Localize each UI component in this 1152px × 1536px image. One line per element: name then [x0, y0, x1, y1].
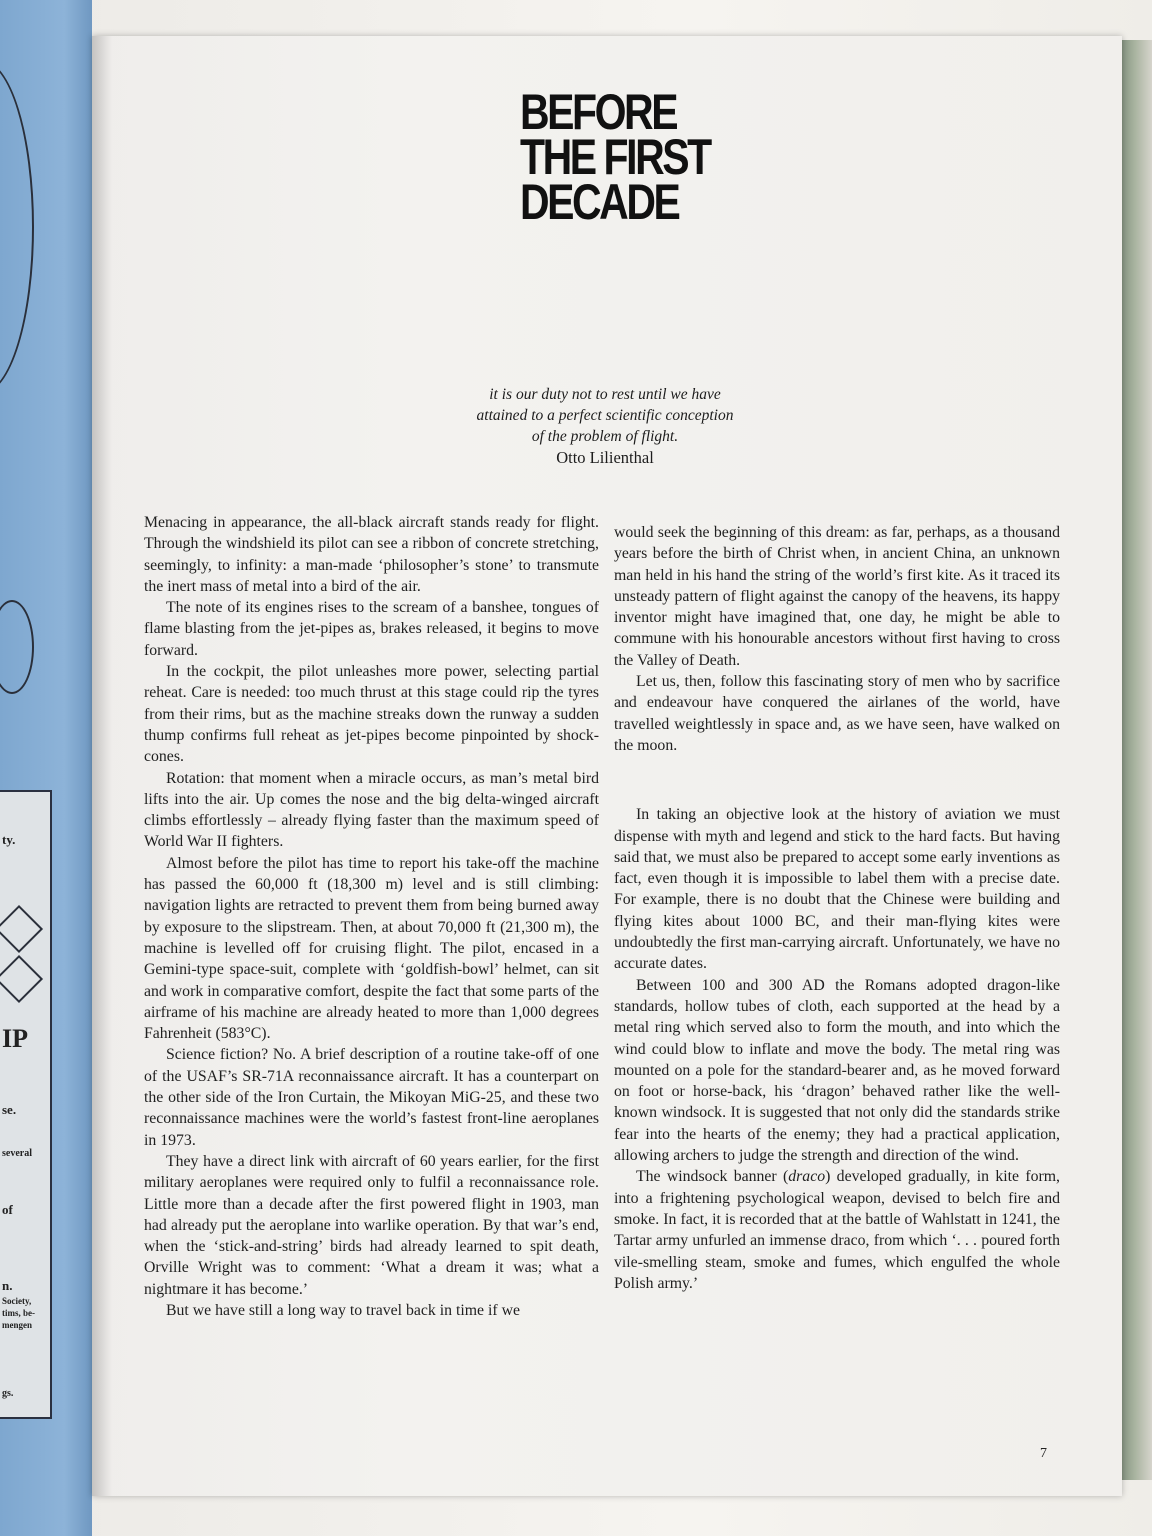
- page-number: 7: [1040, 1446, 1047, 1461]
- epigraph: [440, 384, 770, 468]
- spine-shadow: [92, 36, 112, 1496]
- title-line: DECADE: [520, 174, 679, 230]
- draco-paragraph: [614, 1166, 1060, 1294]
- paragraph: In the cockpit, the pilot unleashes more power, selecting partial reheat. Care is needed: too much thrust at this stage could rip the tyres from their rims, but as the machine streaks down the runway a sudden thump confirms full reheat as jet-pipes become pinpointed by shock-cones.: [144, 663, 599, 766]
- section-two: [614, 804, 1060, 1294]
- text-run: The windsock banner (: [636, 1168, 789, 1186]
- facing-snippet: gs.: [2, 1388, 14, 1399]
- chapter-title: [520, 84, 710, 230]
- paragraph: Let us, then, follow this fascinating story of men who by sacrifice and endeavour have conquered the airlanes of the world, have travelled weightlessly in space and, as we have seen, have walked on the moon.: [614, 673, 1060, 754]
- epigraph-line: of the problem of flight.: [531, 428, 679, 445]
- paragraph: In taking an objective look at the history of aviation we must dispense with myth and legend and stick to the hard facts. But having said that, we must also be prepared to accept some early inventions as fact, even though it is impossible to label them with a precise date. For example, there is no doubt that the Chinese were building and flying kites about 1000 BC, and their man-flying kites were undoubtedly the first man-carrying aircraft. Unfortunately, we have no accurate dates.: [614, 806, 1060, 973]
- paragraph: Between 100 and 300 AD the Romans adopted dragon-like standards, hollow tubes of cloth, each supported at the head by a metal ring which served also to form the mouth, and into which the wind could blow to inflate and move the body. The metal ring was mounted on a pole for the standard-bearer and, as he moved forward on foot or horse-back, his ‘dragon’ behaved rather like the well-known windsock. It is suggested that not only did the standards strike fear into the hearts of the enemy; they had a practical application, allowing archers to judge the strength and direction of the wind.: [614, 976, 1060, 1165]
- facing-snippet: ty.: [2, 832, 16, 847]
- globe-illustration: [0, 60, 34, 394]
- kite-diagram-icon: [0, 905, 43, 953]
- paragraph: Rotation: that moment when a miracle occurs, as man’s metal bird lifts into the air. Up comes the nose and the big delta-winged aircraft climbs effortlessly – already flying faster than the maximum speed of World War II fighters.: [144, 769, 599, 851]
- title-line: THE FIRST: [520, 129, 710, 185]
- right-text-column: [614, 522, 1060, 1294]
- facing-snippet: IP: [2, 1024, 28, 1053]
- facing-snippet: of: [2, 1202, 13, 1217]
- facing-snippet: mengen: [2, 1320, 32, 1330]
- facing-snippet: several: [2, 1148, 32, 1159]
- kite-diagram-icon: [0, 955, 43, 1003]
- facing-snippet: n.: [2, 1278, 13, 1293]
- italic-term: draco: [788, 1168, 826, 1186]
- facing-snippet: Society,: [2, 1296, 32, 1306]
- paragraph: But we have still a long way to travel back in time if we: [166, 1301, 521, 1319]
- facing-page: [0, 0, 92, 1536]
- facing-snippet: se.: [2, 1102, 17, 1117]
- paragraph: Menacing in appearance, the all-black aircraft stands ready for flight. Through the windshield its pilot can see a ribbon of concrete stretching, seemingly, to infinity: a man-made ‘philosopher’s stone’ to transmute the inert mass of metal into a bird of the air.: [144, 514, 599, 595]
- title-line: BEFORE: [520, 84, 677, 140]
- book-cover-edge-right: [1118, 40, 1152, 1480]
- paragraph: They have a direct link with aircraft of 60 years earlier, for the first military aeroplanes were required only to fulfil a reconnaissance role. Little more than a decade after the first powered flight in 1903, man had already put the aeroplane into warlike operation. By that war’s end, when the ‘stick-and-string’ birds had already learned to spit death, Orville Wright was to comment: ‘What a dream it was; what a nightmare it has become.’: [144, 1152, 599, 1298]
- facing-page-text-box: [0, 790, 52, 1419]
- left-text-column: [144, 512, 599, 1321]
- epigraph-author: Otto Lilienthal: [556, 448, 654, 467]
- paragraph: Science fiction? No. A brief description of a routine take-off of one of the USAF’s SR-71A reconnaissance aircraft. It has a counterpart on the other side of the Iron Curtain, the Mikoyan MiG-25, and these two reconnaissance machines were the world’s fastest front-line aeroplanes in 1973.: [144, 1046, 599, 1149]
- paragraph: Almost before the pilot has time to report his take-off the machine has passed the 60,000 ft (18,300 m) level and is still climbing: navigation lights are retracted to prevent them from being burned away by exposure to the slipstream. Then, at about 70,000 ft (21,300 m), the machine is levelled off for cruising flight. The pilot, encased in a Gemini-type space-suit, complete with ‘goldfish-bowl’ helmet, can sit and work in comparative comfort, despite the fact that some parts of the airframe of his machine are already heated to more than 1,000 degrees Fahrenheit (583°C).: [144, 854, 599, 1043]
- epigraph-line: attained to a perfect scientific conception: [476, 407, 734, 424]
- facing-snippet: tims, be-: [2, 1308, 35, 1318]
- paragraph: The note of its engines rises to the scream of a banshee, tongues of flame blasting from the jet-pipes as, brakes released, it begins to move forward.: [144, 599, 599, 659]
- airship-illustration: [0, 600, 34, 694]
- epigraph-line: it is our duty not to rest until we have: [489, 386, 721, 403]
- paragraph: would seek the beginning of this dream: as far, perhaps, as a thousand years before the birth of Christ when, in ancient China, an unknown man held in his hand the string of the world’s first kite. As it traced its unsteady pattern of flight against the canopy of the heavens, its happy inventor might have imagined that, one day, he might be able to commune with his honourable ancestors without first having to cross the Valley of Death.: [614, 524, 1060, 669]
- text-run: ) developed gradually, in kite form, into a frightening psychological weapon, devised to belch fire and smoke. In fact, it is recorded that at the battle of Wahlstatt in 1241, the Tartar army unfurled an immense draco, from which ‘. . . poured forth vile-smelling steam, smoke and fumes, which engulfed the whole Polish army.’: [614, 1168, 1060, 1292]
